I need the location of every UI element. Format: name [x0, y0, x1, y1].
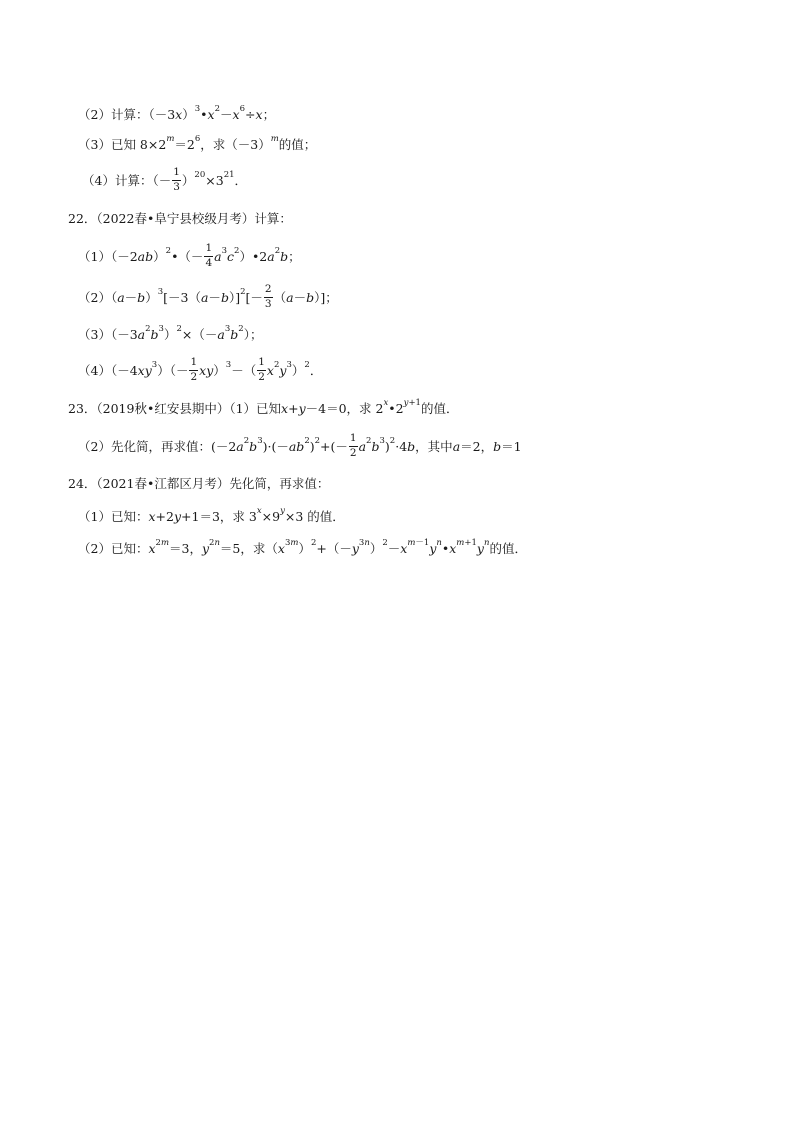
- math-variable: x: [175, 106, 183, 122]
- math-variable: a: [286, 289, 294, 305]
- text-run: （2）计算：（－3: [78, 107, 176, 122]
- math-variable: a: [214, 248, 222, 264]
- denominator: 2: [190, 370, 198, 383]
- text-run: ）: [163, 327, 177, 342]
- text-run: +（－: [316, 541, 352, 556]
- text-run: ，求（－3）: [200, 137, 271, 152]
- text-run: •: [441, 540, 450, 556]
- text-run: ＝2，: [460, 439, 494, 454]
- text-run: （2）先化简，再求值：(－2: [78, 439, 237, 454]
- math-variable: b: [407, 438, 416, 454]
- math-variable: a: [117, 289, 125, 305]
- problem-22-part-4: （4）（－4 xy $^3$ ）（－ $\frac{1}{2}$ xy ） $^3$ －（ $\frac{1}{2}$ x $^2$ y $^3$ ） $^2$ ．: [78, 356, 323, 383]
- text-run: （3）（－3: [78, 327, 138, 342]
- problem-22-part-3: （3）（－3 a $^2$ b $^3$ ） $^2$ ×（－ a $^3$ b $^2$ ）；: [78, 324, 263, 342]
- text-run: ）: [182, 107, 195, 122]
- text-run: （1）（－2: [78, 249, 138, 264]
- math-variable: y: [476, 540, 484, 556]
- text-run: （: [273, 290, 287, 305]
- math-variable: x: [281, 400, 289, 416]
- text-run: 23．（2019秋•红安县期中）（1）已知: [68, 401, 282, 416]
- text-run: •: [200, 106, 208, 122]
- numerator: 1: [173, 166, 180, 179]
- text-run: ）: [291, 363, 305, 378]
- text-run: ＝5，求（: [219, 541, 278, 556]
- text-run: ．: [309, 363, 323, 378]
- problem-24-part-1: （1）已知： x +2 y +1＝3，求 3 $^x$ ×9 $^y$ ×3 的值．: [78, 506, 345, 524]
- text-run: ．: [234, 173, 248, 188]
- math-variable: b: [137, 289, 146, 305]
- text-run: ）: [213, 363, 226, 378]
- text-run: 的值．: [489, 541, 527, 556]
- fraction: [257, 357, 266, 382]
- math-variable: b: [280, 248, 289, 264]
- math-variable: b: [249, 438, 258, 454]
- fraction: [204, 243, 213, 268]
- math-variable: b: [150, 326, 159, 342]
- problem-23-part-2: （2）先化简，再求值：(－2 a $^2$ b $^3$ )·(－ ab $^2$ ) $^2$ +(－ $\frac{1}{2}$ a $^2$ b $^3$ ) $^2$ ·4 b ，其中 a ＝2， b ＝1: [78, 432, 522, 459]
- math-variable: a: [217, 326, 225, 342]
- math-variable: b: [220, 289, 229, 305]
- numerator: 1: [190, 356, 198, 369]
- text-run: （2）（: [78, 290, 118, 305]
- math-variable: ab: [137, 248, 154, 264]
- text-run: －（: [231, 363, 257, 378]
- math-variable: x: [400, 540, 408, 556]
- math-variable: a: [236, 438, 244, 454]
- numerator: 1: [349, 432, 357, 445]
- text-run: －: [387, 541, 401, 556]
- math-variable: a: [267, 248, 275, 264]
- text-run: •（－: [171, 249, 204, 264]
- math-variable: ab: [288, 438, 305, 454]
- math-variable: x: [277, 540, 285, 556]
- math-variable: b: [230, 326, 239, 342]
- problem-24-part-2: （2）已知： x $^2$ $^m$ ＝3， y $^2$ $^n$ ＝5，求（ x $^3$ $^m$ ） $^2$ +（－ y $^3$ $^n$ ） $^2$ － x $^m$ $^{-1}$ y $^n$ • x $^m$ $^{+1}$ y $^n$ 的值．: [78, 538, 527, 556]
- text-run: ＝1: [501, 439, 522, 454]
- numerator: 2: [264, 283, 272, 296]
- text-run: ＝3，: [169, 541, 202, 556]
- text-run: ×9: [261, 508, 281, 524]
- math-variable: c: [227, 248, 235, 264]
- math-variable: x: [148, 508, 156, 524]
- text-run: ÷: [245, 106, 256, 122]
- math-variable: y: [429, 540, 437, 556]
- text-run: ×3 的值．: [284, 509, 345, 524]
- math-variable: x: [232, 106, 240, 122]
- text-run: )·(－: [262, 439, 289, 454]
- math-variable: xy: [199, 362, 214, 378]
- math-variable: b: [493, 438, 502, 454]
- text-run: ·4: [395, 438, 408, 454]
- fraction: [349, 433, 358, 458]
- text-run: ）: [181, 173, 195, 188]
- problem-22-heading: [68, 198, 292, 238]
- text-run: ）: [153, 249, 166, 264]
- text-run: +2: [155, 508, 174, 524]
- text-run: +(－: [320, 439, 348, 454]
- text-run: ）: [298, 541, 311, 556]
- text-run: （1）已知：: [78, 509, 149, 524]
- math-variable: b: [371, 438, 380, 454]
- text-run: 24．（2021春•江都区月考）先化简，再求值：: [68, 476, 330, 491]
- text-run: ×3: [205, 172, 224, 188]
- text-run: [－: [245, 290, 263, 305]
- math-variable: y: [173, 508, 182, 524]
- text-run: ）]: [228, 290, 241, 305]
- text-run: －: [124, 290, 138, 305]
- text-run: ）；: [243, 327, 263, 342]
- text-run: +: [288, 400, 299, 416]
- math-variable: x: [255, 106, 263, 122]
- math-variable: x: [148, 540, 156, 556]
- math-variable: x: [266, 362, 274, 378]
- text-run: ；: [288, 249, 301, 264]
- problem-23-heading: 23．（2019秋•红安县期中）（1）已知 x + y －4＝0，求 2 $^x$ •2 $^y$ $^{+1}$ 的值．: [68, 398, 459, 416]
- numerator: 1: [258, 356, 265, 369]
- text-run: +1＝3，求 3: [181, 509, 257, 524]
- text-run: 22．（2022春•阜宁县校级月考）计算：: [68, 211, 292, 226]
- text-run: ): [309, 438, 315, 454]
- denominator: 3: [264, 297, 272, 310]
- text-run: ）]；: [314, 290, 338, 305]
- denominator: 2: [258, 370, 265, 383]
- math-variable: y: [201, 540, 210, 556]
- denominator: 3: [173, 180, 180, 193]
- denominator: 4: [205, 256, 213, 269]
- text-run: ）: [369, 541, 383, 556]
- problem-21-part-3: （3）已知 8×2 $^m$ ＝2 $^6$ ，求（－3） $^m$ 的值；: [78, 134, 317, 152]
- problem-22-part-1: （1）（－2 ab ） $^2$ •（－ $\frac{1}{4}$ a $^3$ c $^2$ ）•2 a $^2$ b ；: [78, 242, 301, 269]
- text-run: ）（－: [157, 363, 189, 378]
- text-run: ): [384, 438, 390, 454]
- text-run: 的值．: [420, 401, 459, 416]
- text-run: ＝2: [174, 137, 195, 152]
- problem-21-part-4: （4）计算：（－ $\frac{1}{3}$ ） $^{20}$ ×3 $^{21}$ ．: [82, 166, 248, 193]
- text-run: －: [293, 290, 307, 305]
- text-run: －4＝0，求 2: [305, 401, 384, 416]
- text-run: ）: [145, 290, 158, 305]
- text-run: （4）（－4: [78, 363, 138, 378]
- math-variable: y: [351, 540, 359, 556]
- math-variable: x: [449, 540, 457, 556]
- math-variable: y: [298, 400, 306, 416]
- text-run: （2）已知：: [78, 541, 149, 556]
- denominator: 2: [349, 446, 357, 459]
- math-variable: x: [207, 106, 215, 122]
- text-run: ；: [262, 107, 276, 122]
- text-run: （3）已知 8×2: [78, 137, 167, 152]
- fraction: [264, 284, 273, 309]
- problem-21-part-2: （2）计算：（－3 x ） $^3$ • x $^2$ － x $^6$ ÷ x ；: [78, 104, 276, 122]
- math-variable: y: [279, 362, 287, 378]
- text-run: （4）计算：（－: [82, 173, 172, 188]
- text-run: 的值；: [278, 137, 317, 152]
- text-run: ）•2: [239, 249, 268, 264]
- text-run: ，其中: [415, 439, 453, 454]
- fraction: [189, 357, 198, 382]
- math-variable: b: [306, 289, 315, 305]
- math-variable: a: [200, 289, 209, 305]
- math-variable: xy: [137, 362, 152, 378]
- numerator: 1: [205, 242, 213, 255]
- text-run: •2: [388, 400, 404, 416]
- problem-22-part-2: （2）（ a － b ） $^3$ [－3（ a － b ）] $^2$ [－ $\frac{2}{3}$ （ a － b ）]；: [78, 283, 338, 310]
- text-run: －: [208, 290, 221, 305]
- math-variable: a: [452, 438, 461, 454]
- math-variable: a: [358, 438, 367, 454]
- text-run: －: [220, 107, 233, 122]
- fraction: [172, 167, 181, 192]
- math-variable: a: [137, 326, 146, 342]
- text-run: [－3（: [163, 290, 201, 305]
- text-run: ×（－: [181, 327, 218, 342]
